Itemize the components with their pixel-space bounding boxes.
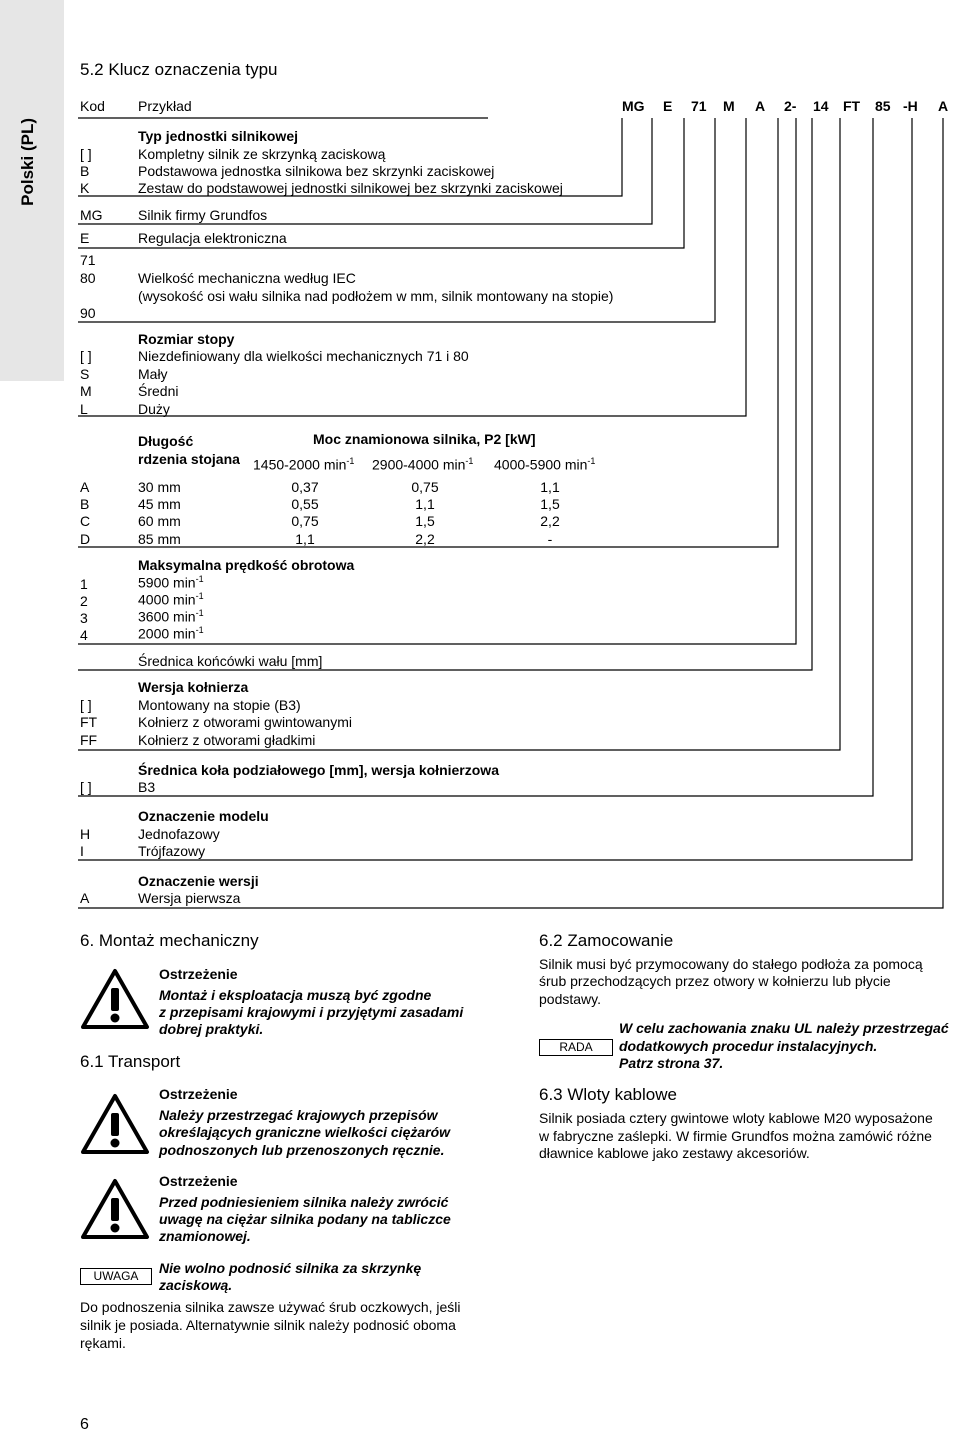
model-title: Oznaczenie modelu	[138, 808, 269, 824]
unit-text: Podstawowa jednostka silnikowa bez skrzynki zaciskowej	[138, 163, 495, 179]
code-h: -H	[903, 98, 918, 114]
unit-title: Typ jednostki silnikowej	[138, 128, 298, 144]
speed-sup: -1	[195, 625, 204, 635]
power-value: -	[547, 531, 553, 547]
power-value: 2,2	[415, 531, 435, 547]
speed-code: 1	[80, 576, 88, 592]
power-value: 1,5	[540, 496, 560, 512]
warning-title: Ostrzeżenie	[159, 1173, 238, 1189]
frame-code: 90	[80, 305, 96, 321]
foot-text: Duży	[138, 401, 170, 417]
speed-sup: -1	[195, 608, 204, 618]
flange-title: Wersja kołnierza	[138, 679, 249, 695]
transport-paragraph: silnik je posiada. Alternatywnie silnik należy podnosić oboma	[80, 1317, 456, 1333]
warning-text: uwagę na ciężar silnika podany na tabliczce	[159, 1211, 451, 1227]
stator-len: 45 mm	[138, 496, 181, 512]
model-code: I	[80, 843, 84, 859]
section6-title: 6. Montaż mechaniczny	[80, 931, 259, 950]
transport-paragraph: rękami.	[80, 1335, 126, 1351]
model-code: H	[80, 826, 91, 842]
speed-title: Maksymalna prędkość obrotowa	[138, 557, 355, 573]
code-71: 71	[691, 98, 707, 114]
e-code: E	[80, 230, 90, 246]
foot-text: Niezdefiniowany dla wielkości mechanicznych 71 i 80	[138, 348, 469, 364]
warning-text: podnoszonych lub przenoszonych ręcznie.	[159, 1142, 445, 1158]
power-title: Moc znamionowa silnika, P2 [kW]	[313, 431, 536, 447]
unit-code: [ ]	[80, 146, 92, 162]
pitch-text: B3	[138, 779, 156, 795]
code-e: E	[663, 98, 673, 114]
power-value: 0,37	[291, 479, 319, 495]
uwaga-text: Nie wolno podnosić silnika za skrzynkę	[159, 1260, 422, 1276]
section62-title: 6.2 Zamocowanie	[539, 931, 674, 950]
power-col-sup: -1	[587, 456, 596, 466]
stator-title: rdzenia stojana	[138, 451, 240, 467]
flange-code: FF	[80, 732, 98, 748]
version-code: A	[80, 890, 90, 906]
frame-text: (wysokość osi wału silnika nad podłożem w mm, silnik montowany na stopie)	[138, 288, 614, 304]
power-value: 1,1	[295, 531, 315, 547]
power-value: 1,1	[415, 496, 435, 512]
page-number: 6	[80, 1416, 89, 1433]
uwaga-tag: UWAGA	[80, 1268, 152, 1285]
stator-code: B	[80, 496, 90, 512]
warning-title: Ostrzeżenie	[159, 1086, 238, 1102]
power-col-label: 2900-4000 min	[372, 456, 466, 473]
power-col-header	[372, 456, 473, 473]
speed-code: 2	[80, 593, 88, 609]
rada-tag: RADA	[539, 1039, 613, 1056]
power-value: 1,1	[540, 479, 560, 495]
flange-code: [ ]	[80, 697, 92, 713]
version-text: Wersja pierwsza	[138, 890, 241, 906]
speed-text	[138, 625, 204, 642]
transport-title: 6.1 Transport	[80, 1052, 181, 1071]
power-col-label: 1450-2000 min	[253, 456, 347, 473]
warning-icon	[80, 1178, 150, 1240]
foot-text: Średni	[138, 383, 179, 399]
uwaga-text: zaciskową.	[159, 1277, 233, 1293]
frame-code: 71	[80, 252, 96, 268]
cable-paragraph: Silnik posiada cztery gwintowe wloty kablowe M20 wyposażone	[539, 1110, 933, 1126]
version-title: Oznaczenie wersji	[138, 873, 259, 889]
warning-icon	[80, 968, 150, 1030]
transport-paragraph: Do podnoszenia silnika zawsze używać śrub oczkowych, jeśli	[80, 1299, 461, 1315]
warning-text: dobrej praktyki.	[159, 1021, 264, 1037]
code-a2: A	[938, 98, 949, 114]
stator-title: Długość	[138, 433, 194, 449]
pitch-code: [ ]	[80, 779, 92, 795]
code-14: 14	[813, 98, 829, 114]
power-col-label: 4000-5900 min	[494, 456, 588, 473]
speed-text	[138, 574, 204, 591]
warning-icon	[80, 1093, 150, 1155]
speed-sup: -1	[195, 574, 204, 584]
warning-text: Przed podniesieniem silnika należy zwrócić	[159, 1194, 449, 1210]
warning-text: Montaż i eksploatacja muszą być zgodne	[159, 987, 432, 1003]
warning-text: znamionowej.	[159, 1228, 251, 1244]
foot-code: L	[80, 401, 88, 417]
unit-text: Zestaw do podstawowej jednostki silnikowej bez skrzynki zaciskowej	[138, 180, 563, 196]
foot-code: S	[80, 366, 90, 382]
power-value: 1,5	[415, 513, 435, 529]
stator-len: 85 mm	[138, 531, 181, 547]
shaft-title: Średnica końcówki wału [mm]	[138, 653, 323, 669]
przyklad-header: Przykład	[138, 98, 192, 114]
unit-code: B	[80, 163, 90, 179]
foot-code: M	[80, 383, 92, 399]
foot-title: Rozmiar stopy	[138, 331, 235, 347]
speed-value: 4000 min	[138, 591, 196, 608]
speed-sup: -1	[195, 591, 204, 601]
code-2: 2-	[784, 98, 797, 114]
fixing-paragraph: śrub przechodzących przez otwory w kołnierzu lub płycie	[539, 973, 891, 989]
model-text: Trójfazowy	[138, 843, 206, 859]
power-col-header	[253, 456, 354, 473]
warning-text: określających graniczne wielkości ciężarów	[159, 1124, 451, 1140]
pitch-title: Średnica koła podziałowego [mm], wersja kołnierzowa	[138, 762, 499, 778]
e-text: Regulacja elektroniczna	[138, 230, 287, 246]
mg-text: Silnik firmy Grundfos	[138, 207, 268, 223]
frame-code: 80	[80, 270, 96, 286]
frame-text: Wielkość mechaniczna według IEC	[138, 270, 356, 286]
flange-text: Kołnierz z otworami gładkimi	[138, 732, 316, 748]
speed-code: 3	[80, 610, 88, 626]
stator-len: 30 mm	[138, 479, 181, 495]
rada-text: Patrz strona 37.	[619, 1055, 724, 1071]
power-value: 0,75	[291, 513, 319, 529]
warning-text: Należy przestrzegać krajowych przepisów	[159, 1107, 438, 1123]
foot-code: [ ]	[80, 348, 92, 364]
cable-paragraph: dławnice kablowe jako zestawy akcesoriów.	[539, 1145, 810, 1161]
speed-value: 2000 min	[138, 625, 196, 642]
unit-text: Kompletny silnik ze skrzynką zaciskową	[138, 146, 386, 162]
code-85: 85	[875, 98, 891, 114]
power-value: 2,2	[540, 513, 560, 529]
flange-text: Montowany na stopie (B3)	[138, 697, 301, 713]
rada-text: W celu zachowania znaku UL należy przestrzegać	[619, 1020, 949, 1036]
power-value: 0,75	[411, 479, 439, 495]
power-col-sup: -1	[346, 456, 355, 466]
power-value: 0,55	[291, 496, 319, 512]
stator-code: A	[80, 479, 90, 495]
section63-title: 6.3 Wloty kablowe	[539, 1085, 677, 1104]
flange-text: Kołnierz z otworami gwintowanymi	[138, 714, 352, 730]
code-mg: MG	[622, 98, 645, 114]
warning-title: Ostrzeżenie	[159, 966, 238, 982]
speed-value: 5900 min	[138, 574, 196, 591]
power-col-header	[494, 456, 595, 473]
code-ft: FT	[843, 98, 861, 114]
mg-code: MG	[80, 207, 103, 223]
power-col-sup: -1	[465, 456, 474, 466]
speed-code: 4	[80, 627, 88, 643]
language-tab-label: Polski (PL)	[18, 118, 37, 206]
fixing-paragraph: Silnik musi być przymocowany do stałego podłoża za pomocą	[539, 956, 923, 972]
unit-code: K	[80, 180, 90, 196]
foot-text: Mały	[138, 366, 168, 382]
kod-header: Kod	[80, 98, 105, 114]
cable-paragraph: w fabryczne zaślepki. W firmie Grundfos można zamówić różne	[539, 1128, 932, 1144]
stator-len: 60 mm	[138, 513, 181, 529]
speed-text	[138, 608, 204, 625]
warning-text: z przepisami krajowymi i przyjętymi zasadami	[159, 1004, 464, 1020]
model-text: Jednofazowy	[138, 826, 220, 842]
stator-code: C	[80, 513, 91, 529]
flange-code: FT	[80, 714, 98, 730]
fixing-paragraph: podstawy.	[539, 991, 601, 1007]
speed-value: 3600 min	[138, 608, 196, 625]
section-title: 5.2 Klucz oznaczenia typu	[80, 60, 278, 79]
code-m: M	[723, 98, 735, 114]
code-a: A	[755, 98, 766, 114]
stator-code: D	[80, 531, 91, 547]
speed-text	[138, 591, 204, 608]
rada-text: dodatkowych procedur instalacyjnych.	[619, 1038, 878, 1054]
